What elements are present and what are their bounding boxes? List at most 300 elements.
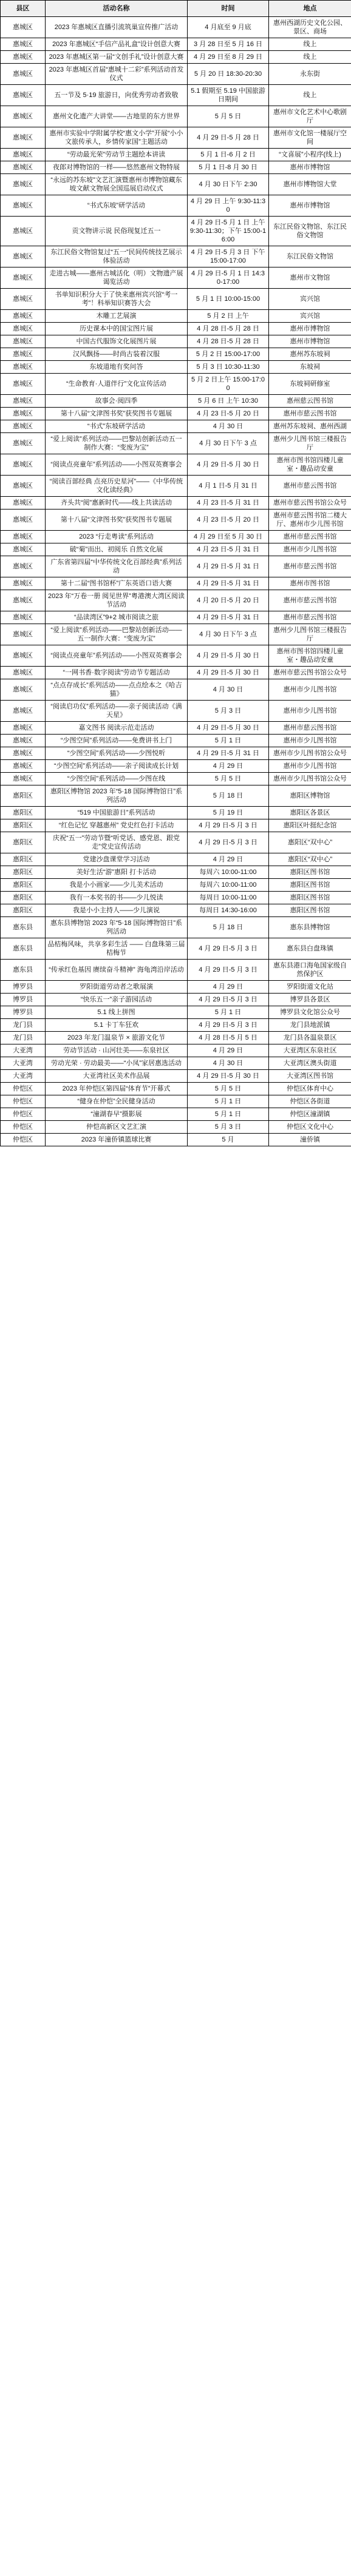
cell-location: 线上 bbox=[269, 51, 351, 64]
cell-district: 惠城区 bbox=[1, 323, 46, 335]
cell-event-name: “书式东坡”研学活动 bbox=[46, 195, 188, 217]
cell-time: 5 月 19 日 bbox=[188, 807, 269, 819]
table-row bbox=[1, 408, 351, 420]
cell-time: 4 月 29 日-5 月 3 日 bbox=[188, 1019, 269, 1032]
cell-event-name: 东江民俗文物馆复过“五一”民间传统技艺展示体验活动 bbox=[46, 246, 188, 267]
cell-location: 东江民俗文物馆 bbox=[269, 246, 351, 267]
table-row bbox=[1, 323, 351, 335]
cell-time: 4 月 29 日-5 月 3 日 下午 15:00-17:00 bbox=[188, 246, 269, 267]
cell-location: 惠州西湖历史文化公园、景区、商场 bbox=[269, 17, 351, 38]
cell-district: 惠城区 bbox=[1, 85, 46, 106]
cell-time: 4 月 29 日 bbox=[188, 981, 269, 994]
cell-time: 4 月 28 日-5 月 5 日 bbox=[188, 1032, 269, 1044]
cell-location: 仲恺区潼湖镇 bbox=[269, 1108, 351, 1121]
cell-location: 惠东县白盘珠镇 bbox=[269, 938, 351, 960]
cell-event-name: 2023 “行走粤读”系列活动 bbox=[46, 531, 188, 543]
cell-event-name: “爱上阅读”系列活动——巴黎站创新活动——五一制作大赛：“变废为宝” bbox=[46, 624, 188, 645]
cell-time: 5 月 3 日 10:30-11:30 bbox=[188, 361, 269, 374]
table-row bbox=[1, 1006, 351, 1019]
cell-location: 惠州市博物馆大堂 bbox=[269, 174, 351, 195]
cell-location: 大亚湾区澳头街道 bbox=[269, 1057, 351, 1070]
table-row bbox=[1, 374, 351, 395]
table-row bbox=[1, 556, 351, 577]
table-row bbox=[1, 679, 351, 701]
cell-time: 4 月 29 日 bbox=[188, 760, 269, 773]
cell-time: 4 月 29 日-5 月 3 日 bbox=[188, 938, 269, 960]
cell-event-name: 贡文物讲示说 民俗现复迁五一 bbox=[46, 217, 188, 246]
cell-event-name: “传承红色基因 赓续奋斗精神” 海龟湾沿岸活动 bbox=[46, 960, 188, 981]
cell-event-name: 我有一本奖书的书——少儿悦读 bbox=[46, 892, 188, 904]
cell-time: 4 月 29 日-5 月 30 日 bbox=[188, 667, 269, 679]
table-row bbox=[1, 267, 351, 289]
cell-time: 4 月 30 日下午 3 点 bbox=[188, 433, 269, 454]
cell-location: 惠阳区各景区 bbox=[269, 807, 351, 819]
cell-location: 惠州苏东坡祠 bbox=[269, 348, 351, 361]
cell-time: 每周六 10:00-11:00 bbox=[188, 879, 269, 892]
cell-time: 4 月 29 日 bbox=[188, 853, 269, 866]
cell-location: 惠阳区“双中心” bbox=[269, 853, 351, 866]
cell-district: 惠阳区 bbox=[1, 866, 46, 879]
cell-time: 5 月 18 日 bbox=[188, 785, 269, 807]
table-row bbox=[1, 161, 351, 174]
cell-location: 大亚湾区图书馆 bbox=[269, 1070, 351, 1083]
cell-district: 仲恺区 bbox=[1, 1134, 46, 1146]
table-row bbox=[1, 174, 351, 195]
cell-time: 4 月 1 日-5 月 31 日 bbox=[188, 476, 269, 497]
table-row bbox=[1, 785, 351, 807]
cell-location: 宾兴馆 bbox=[269, 310, 351, 323]
table-header-row bbox=[1, 1, 351, 17]
header-event-name: 活动名称 bbox=[46, 1, 188, 17]
cell-location: 惠东县港口海龟国家级自然保护区 bbox=[269, 960, 351, 981]
cell-location: 潼侨镇 bbox=[269, 1134, 351, 1146]
table-row bbox=[1, 454, 351, 476]
cell-location: 东江民俗文物馆、东江民俗文物馆 bbox=[269, 217, 351, 246]
cell-time: 4 月 29 日 bbox=[188, 1044, 269, 1057]
cell-location: 永东街 bbox=[269, 64, 351, 85]
cell-event-name: 2023 年惠城区“手信产品礼盒”设计创意大赛 bbox=[46, 38, 188, 51]
cell-district: 惠城区 bbox=[1, 497, 46, 509]
cell-event-name: 广东省第四届“中华传统文化百部经典”系列活动 bbox=[46, 556, 188, 577]
cell-district: 惠城区 bbox=[1, 531, 46, 543]
cell-district: 惠城区 bbox=[1, 679, 46, 701]
table-row bbox=[1, 149, 351, 161]
cell-event-name: 惠阳区博物馆 2023 年“5·18 国际博物馆日”系列活动 bbox=[46, 785, 188, 807]
cell-location: 仲恺区体育中心 bbox=[269, 1083, 351, 1095]
cell-time: 4 月 29 日-5 月 31 日 bbox=[188, 577, 269, 590]
cell-district: 大亚湾 bbox=[1, 1044, 46, 1057]
cell-district: 惠城区 bbox=[1, 645, 46, 667]
cell-location: 惠阳区图书馆 bbox=[269, 879, 351, 892]
table-row bbox=[1, 1019, 351, 1032]
cell-event-name: “阅读点亮童年”系列活动——小图双英赛事会 bbox=[46, 645, 188, 667]
cell-location: 仲恺区各街道 bbox=[269, 1095, 351, 1108]
table-row bbox=[1, 1032, 351, 1044]
cell-event-name: “阅读百部经典 点亮历史星河”——《中华传统文化读经典》 bbox=[46, 476, 188, 497]
cell-event-name: 5.1 卡丁车狂欢 bbox=[46, 1019, 188, 1032]
table-row bbox=[1, 348, 351, 361]
cell-district: 惠城区 bbox=[1, 217, 46, 246]
cell-district: 惠城区 bbox=[1, 64, 46, 85]
cell-time: 4 月 23 日-5 月 31 日 bbox=[188, 497, 269, 509]
cell-district: 惠阳区 bbox=[1, 892, 46, 904]
table-row bbox=[1, 611, 351, 624]
cell-district: 惠城区 bbox=[1, 106, 46, 127]
table-row bbox=[1, 866, 351, 879]
table-row bbox=[1, 590, 351, 611]
cell-district: 惠城区 bbox=[1, 17, 46, 38]
cell-district: 惠城区 bbox=[1, 722, 46, 735]
cell-district: 惠城区 bbox=[1, 454, 46, 476]
cell-time: 4 月 29 日-5 月 30 日 bbox=[188, 722, 269, 735]
cell-time: 4 月 29 日-5 月 30 日 bbox=[188, 1070, 269, 1083]
cell-event-name: 历史课本中的国宝图片展 bbox=[46, 323, 188, 335]
cell-event-name: 中国古代服饰文化展图片展 bbox=[46, 335, 188, 348]
cell-time: 5 月 2 日上午 15:00-17:00 bbox=[188, 374, 269, 395]
cell-event-name: 劳动节活动 · 山河壮美——东泉社区 bbox=[46, 1044, 188, 1057]
cell-event-name: “阅读点亮童年”系列活动——小图双英赛事会 bbox=[46, 454, 188, 476]
cell-district: 仲恺区 bbox=[1, 1108, 46, 1121]
table-row bbox=[1, 1070, 351, 1083]
table-row bbox=[1, 531, 351, 543]
cell-time: 5 月 1 日 bbox=[188, 735, 269, 747]
cell-district: 惠城区 bbox=[1, 556, 46, 577]
cell-location: 罗阳街道文化站 bbox=[269, 981, 351, 994]
cell-event-name: 我是小小画家——少儿美术活动 bbox=[46, 879, 188, 892]
cell-location: 惠阳区博物馆 bbox=[269, 785, 351, 807]
table-row bbox=[1, 624, 351, 645]
cell-time: 4 月 29 日-5 月 30 日 bbox=[188, 454, 269, 476]
cell-district: 惠阳区 bbox=[1, 853, 46, 866]
cell-event-name: 第十八届“文津图书奖”获奖图书专题展 bbox=[46, 408, 188, 420]
table-row bbox=[1, 195, 351, 217]
cell-district: 惠城区 bbox=[1, 408, 46, 420]
cell-district: 惠城区 bbox=[1, 51, 46, 64]
cell-location: 惠州市慈云图书馆 bbox=[269, 476, 351, 497]
cell-district: 惠阳区 bbox=[1, 807, 46, 819]
cell-time: 4 月 29 日-5 月 31 日 bbox=[188, 556, 269, 577]
cell-event-name: 五一节及 5·19 旅游日，向优秀劳动者致敬 bbox=[46, 85, 188, 106]
table-row bbox=[1, 1057, 351, 1070]
cell-event-name: “点点存成长”系列活动——点点绘本之《哈吉猫》 bbox=[46, 679, 188, 701]
cell-event-name: “生命教育·人道伴行”文化宣传活动 bbox=[46, 374, 188, 395]
cell-location: 惠东县博物馆 bbox=[269, 917, 351, 938]
cell-location: 龙门县各温泉景区 bbox=[269, 1032, 351, 1044]
cell-location: 惠阳区图书馆 bbox=[269, 892, 351, 904]
table-row bbox=[1, 747, 351, 760]
cell-district: 惠东县 bbox=[1, 917, 46, 938]
cell-location: 惠州市慈云图书馆 bbox=[269, 590, 351, 611]
cell-district: 惠阳区 bbox=[1, 819, 46, 832]
cell-event-name: 嘉文图书 阅读示范走活动 bbox=[46, 722, 188, 735]
cell-location: 惠州市文物馆 bbox=[269, 267, 351, 289]
cell-district: 惠城区 bbox=[1, 476, 46, 497]
table-row bbox=[1, 509, 351, 531]
cell-location: “文喜展”小程序(线上) bbox=[269, 149, 351, 161]
cell-time: 4 月 29 日-5 月 30 日 bbox=[188, 645, 269, 667]
cell-event-name: 齐头共“阅”惠新时代——线上共读活动 bbox=[46, 497, 188, 509]
cell-location: 东坡祠研修室 bbox=[269, 374, 351, 395]
table-row bbox=[1, 289, 351, 310]
cell-time: 4 月 28 日-5 月 28 日 bbox=[188, 323, 269, 335]
cell-time: 5 月 1 日 10:00-15:00 bbox=[188, 289, 269, 310]
table-row bbox=[1, 722, 351, 735]
table-row bbox=[1, 645, 351, 667]
cell-district: 惠城区 bbox=[1, 127, 46, 149]
cell-location: 惠州市文化艺术中心歌剧厅 bbox=[269, 106, 351, 127]
table-row bbox=[1, 310, 351, 323]
table-row bbox=[1, 497, 351, 509]
cell-location: 惠州市慈云图书馆 bbox=[269, 611, 351, 624]
cell-location: 宾兴馆 bbox=[269, 289, 351, 310]
table-row bbox=[1, 335, 351, 348]
cell-district: 惠城区 bbox=[1, 590, 46, 611]
cell-location: 惠州少儿图书馆三楼报告厅 bbox=[269, 433, 351, 454]
table-row bbox=[1, 938, 351, 960]
cell-district: 博罗县 bbox=[1, 981, 46, 994]
cell-location: 大亚湾区东泉社区 bbox=[269, 1044, 351, 1057]
cell-event-name: 劳动光荣 · 劳动最美——“小凤”家居惠选活动 bbox=[46, 1057, 188, 1070]
cell-event-name: 2023 年“万卷一册 阅见世界”粤港澳大湾区阅读节活动 bbox=[46, 590, 188, 611]
table-row bbox=[1, 819, 351, 832]
cell-district: 惠城区 bbox=[1, 747, 46, 760]
cell-location: 博罗县文化馆公众号 bbox=[269, 1006, 351, 1019]
cell-time: 3 月 28 日至 5 月 16 日 bbox=[188, 38, 269, 51]
cell-time: 5 月 1 日 bbox=[188, 1006, 269, 1019]
cell-district: 惠城区 bbox=[1, 38, 46, 51]
cell-event-name: “潼湖春早”摄影展 bbox=[46, 1108, 188, 1121]
cell-event-name: “书式”东坡研学活动 bbox=[46, 420, 188, 433]
cell-event-name: “519 中国旅游日”系列活动 bbox=[46, 807, 188, 819]
table-row bbox=[1, 217, 351, 246]
table-row bbox=[1, 1095, 351, 1108]
cell-location: 仲恺区文化中心 bbox=[269, 1121, 351, 1134]
cell-district: 惠东县 bbox=[1, 938, 46, 960]
cell-location: 惠州市博物馆 bbox=[269, 335, 351, 348]
cell-time: 4 月 29 日至 5 月 30 日 bbox=[188, 531, 269, 543]
cell-time: 4 月 30 日下午 2:30 bbox=[188, 174, 269, 195]
cell-time: 4 月 29 日至 8 月 29 日 bbox=[188, 51, 269, 64]
cell-location: 惠州市慈云图书馆二楼大厅、惠州市少儿图书馆 bbox=[269, 509, 351, 531]
cell-district: 惠城区 bbox=[1, 773, 46, 785]
cell-location: 惠州市图书馆四楼儿童室・趣品动安童 bbox=[269, 645, 351, 667]
cell-event-name: “永远的苏东坡”文艺汇演暨惠州市博物馆藏东坡文献文物展全国巡展启动仪式 bbox=[46, 174, 188, 195]
cell-district: 惠东县 bbox=[1, 960, 46, 981]
cell-time: 5 月 1 日-8 月 30 日 bbox=[188, 161, 269, 174]
cell-district: 惠城区 bbox=[1, 361, 46, 374]
cell-district: 惠城区 bbox=[1, 509, 46, 531]
cell-time: 5 月 5 日 bbox=[188, 1083, 269, 1095]
table-row bbox=[1, 246, 351, 267]
table-row bbox=[1, 543, 351, 556]
cell-location: 惠州苏东坡祠、惠州西湖 bbox=[269, 420, 351, 433]
table-row bbox=[1, 892, 351, 904]
cell-location: 惠阳区图书馆 bbox=[269, 904, 351, 917]
cell-location: 惠州市慈云图书馆 bbox=[269, 556, 351, 577]
cell-district: 惠城区 bbox=[1, 267, 46, 289]
cell-district: 惠城区 bbox=[1, 174, 46, 195]
cell-event-name: 2023 年惠城区第一届“文创手礼”设计创意大赛 bbox=[46, 51, 188, 64]
cell-event-name: “爱上阅读”系列活动——巴黎站创新活动五一制作大赛：“变废为宝” bbox=[46, 433, 188, 454]
table-row bbox=[1, 577, 351, 590]
cell-event-name: “红色记忆 穿越惠州” 党史红色打卡活动 bbox=[46, 819, 188, 832]
table-row bbox=[1, 667, 351, 679]
cell-event-name: 破“菊”而出、初阅乐 自然文化展 bbox=[46, 543, 188, 556]
table-row bbox=[1, 85, 351, 106]
cell-location: 惠州市少儿图书馆 bbox=[269, 679, 351, 701]
cell-district: 仲恺区 bbox=[1, 1083, 46, 1095]
cell-location: 惠州市图书馆 bbox=[269, 577, 351, 590]
cell-time: 5 月 18 日 bbox=[188, 917, 269, 938]
cell-district: 龙门县 bbox=[1, 1019, 46, 1032]
cell-district: 惠城区 bbox=[1, 161, 46, 174]
cell-district: 惠城区 bbox=[1, 289, 46, 310]
cell-time: 4 月 28 日-5 月 28 日 bbox=[188, 335, 269, 348]
cell-event-name: 走进古城——惠州古城活化（明）文物遗产展 谒览活动 bbox=[46, 267, 188, 289]
table-row bbox=[1, 879, 351, 892]
cell-location: 惠州市少儿图书馆 bbox=[269, 701, 351, 722]
table-row bbox=[1, 960, 351, 981]
cell-district: 博罗县 bbox=[1, 994, 46, 1006]
cell-event-name: 党建沙盘课堂学习活动 bbox=[46, 853, 188, 866]
cell-event-name: “少图空间”系列活动——免费讲书上门 bbox=[46, 735, 188, 747]
cell-district: 惠城区 bbox=[1, 433, 46, 454]
cell-time: 4 月 29 日-5 月 3 日 bbox=[188, 832, 269, 853]
cell-location: 惠阳区图书馆 bbox=[269, 866, 351, 879]
cell-event-name: 惠东县博物馆 2023 年“5·18 国际博物馆日”系列活动 bbox=[46, 917, 188, 938]
table-row bbox=[1, 17, 351, 38]
cell-location: 惠州市慈云图书馆 bbox=[269, 722, 351, 735]
cell-time: 5 月 1 日-6 月 2 日 bbox=[188, 149, 269, 161]
cell-location: 惠阳区“双中心” bbox=[269, 832, 351, 853]
table-row bbox=[1, 701, 351, 722]
cell-location: 惠州市慈云图书馆 bbox=[269, 531, 351, 543]
table-row bbox=[1, 1044, 351, 1057]
cell-event-name: 品桔梅风味，共享多彩生活 —— 白盘珠第三届桔梅节 bbox=[46, 938, 188, 960]
cell-event-name: “少图空间”系列活动——少图悦听 bbox=[46, 747, 188, 760]
cell-event-name: “一网书香·数字阅读”劳动节专题活动 bbox=[46, 667, 188, 679]
cell-location: 惠州市图书馆四楼儿童室・趣品动安童 bbox=[269, 454, 351, 476]
table-row bbox=[1, 853, 351, 866]
cell-district: 惠城区 bbox=[1, 701, 46, 722]
cell-district: 惠城区 bbox=[1, 246, 46, 267]
cell-time: 4 月底至 9 月底 bbox=[188, 17, 269, 38]
cell-event-name: 我是小小主持人——少儿演说 bbox=[46, 904, 188, 917]
cell-time: 4 月 30 日 bbox=[188, 420, 269, 433]
cell-event-name: 大亚湾社区美术作品展 bbox=[46, 1070, 188, 1083]
cell-event-name: “品读湾区”9+2 城市阅读之旅 bbox=[46, 611, 188, 624]
cell-time: 5 月 3 日 bbox=[188, 701, 269, 722]
cell-district: 惠城区 bbox=[1, 577, 46, 590]
cell-event-name: “健身在仲恺”全民健身活动 bbox=[46, 1095, 188, 1108]
cell-event-name: 2023 年龙门温泉节 × 旅游文化节 bbox=[46, 1032, 188, 1044]
cell-district: 惠阳区 bbox=[1, 879, 46, 892]
cell-event-name: 2023 年潼侨镇篮球比赛 bbox=[46, 1134, 188, 1146]
cell-district: 惠阳区 bbox=[1, 785, 46, 807]
table-row bbox=[1, 773, 351, 785]
table-row bbox=[1, 127, 351, 149]
cell-event-name: 木雕工艺展演 bbox=[46, 310, 188, 323]
cell-event-name: 第十二届“图书馆杯”广东英语口语大赛 bbox=[46, 577, 188, 590]
cell-district: 惠城区 bbox=[1, 335, 46, 348]
header-location: 地点 bbox=[269, 1, 351, 17]
table-row bbox=[1, 395, 351, 408]
cell-event-name: 庆祝“五一”劳动节暨“听党话、感党恩、跟党走”党史宣传活动 bbox=[46, 832, 188, 853]
cell-location: 惠州市博物馆 bbox=[269, 161, 351, 174]
cell-time: 4 月 23 日-5 月 20 日 bbox=[188, 509, 269, 531]
cell-district: 惠城区 bbox=[1, 611, 46, 624]
table-row bbox=[1, 1134, 351, 1146]
cell-time: 4 月 23 日-5 月 31 日 bbox=[188, 543, 269, 556]
cell-location: 惠州市少儿图书馆 bbox=[269, 760, 351, 773]
cell-time: 5 月 5 日 bbox=[188, 106, 269, 127]
cell-time: 4 月 29 日-5 月 31 日 bbox=[188, 747, 269, 760]
table-row bbox=[1, 832, 351, 853]
cell-location: 惠阳区叶挺纪念馆 bbox=[269, 819, 351, 832]
cell-time: 每周日 10:00-11:00 bbox=[188, 892, 269, 904]
cell-district: 惠城区 bbox=[1, 667, 46, 679]
cell-time: 5 月 1 日 bbox=[188, 1108, 269, 1121]
table-row bbox=[1, 106, 351, 127]
table-row bbox=[1, 51, 351, 64]
cell-event-name: “阅读启功仪”系列活动——亲子阅读活动《满天星》 bbox=[46, 701, 188, 722]
cell-location: 惠州慈云图书馆 bbox=[269, 395, 351, 408]
cell-event-name: 书单知识积分大于了快来惠州宾兴馆“考一考”！科举知识赛答大会 bbox=[46, 289, 188, 310]
header-time: 时间 bbox=[188, 1, 269, 17]
cell-district: 惠城区 bbox=[1, 760, 46, 773]
cell-time: 4 月 29 日 上午 9:30-11:30 bbox=[188, 195, 269, 217]
cell-time: 5 月 5 日 bbox=[188, 773, 269, 785]
cell-time: 4 月 29 日-5 月 1 日 14:30-17:00 bbox=[188, 267, 269, 289]
cell-time: 4 月 30 日 bbox=[188, 679, 269, 701]
cell-time: 5 月 2 日 上午 bbox=[188, 310, 269, 323]
table-row bbox=[1, 807, 351, 819]
cell-time: 4 月 29 日-5 月 3 日 bbox=[188, 819, 269, 832]
cell-district: 惠城区 bbox=[1, 735, 46, 747]
cell-time: 4 月 29 日-5 月 31 日 bbox=[188, 611, 269, 624]
cell-event-name: 2023 年仲恺区第四届“体育节”开幕式 bbox=[46, 1083, 188, 1095]
cell-event-name: 东坡道地有奖问答 bbox=[46, 361, 188, 374]
cell-location: 惠州市博物馆 bbox=[269, 323, 351, 335]
cell-location: 惠州市慈云图书馆公众号 bbox=[269, 667, 351, 679]
cell-event-name: “劳动最光荣”劳动节主题绘本讲读 bbox=[46, 149, 188, 161]
cell-district: 惠城区 bbox=[1, 348, 46, 361]
table-row bbox=[1, 433, 351, 454]
cell-district: 惠城区 bbox=[1, 420, 46, 433]
cell-location: 惠州市少儿图书馆 bbox=[269, 735, 351, 747]
cell-time: 5 月 20 日 18:30-20:30 bbox=[188, 64, 269, 85]
cell-district: 龙门县 bbox=[1, 1032, 46, 1044]
table-row bbox=[1, 420, 351, 433]
cell-location: 线上 bbox=[269, 85, 351, 106]
cell-event-name: 夜郎对博物馆的一样——悠然惠州文物特展 bbox=[46, 161, 188, 174]
cell-event-name: “少图空间”系列活动——少图在线 bbox=[46, 773, 188, 785]
table-row bbox=[1, 38, 351, 51]
table-row bbox=[1, 1083, 351, 1095]
cell-location: 惠州市少儿图书馆公众号 bbox=[269, 773, 351, 785]
cell-district: 惠城区 bbox=[1, 310, 46, 323]
table-row bbox=[1, 64, 351, 85]
table-row bbox=[1, 735, 351, 747]
cell-location: 龙门县地派镇 bbox=[269, 1019, 351, 1032]
cell-event-name: 5.1 线上拼图 bbox=[46, 1006, 188, 1019]
cell-time: 4 月 30 日 bbox=[188, 1057, 269, 1070]
cell-district: 仲恺区 bbox=[1, 1095, 46, 1108]
cell-location: 惠州市少儿图书馆公众号 bbox=[269, 747, 351, 760]
cell-district: 惠城区 bbox=[1, 149, 46, 161]
cell-event-name: 汉风飘扬——时尚古装着汉服 bbox=[46, 348, 188, 361]
cell-time: 4 月 29 日-5 月 3 日 bbox=[188, 960, 269, 981]
